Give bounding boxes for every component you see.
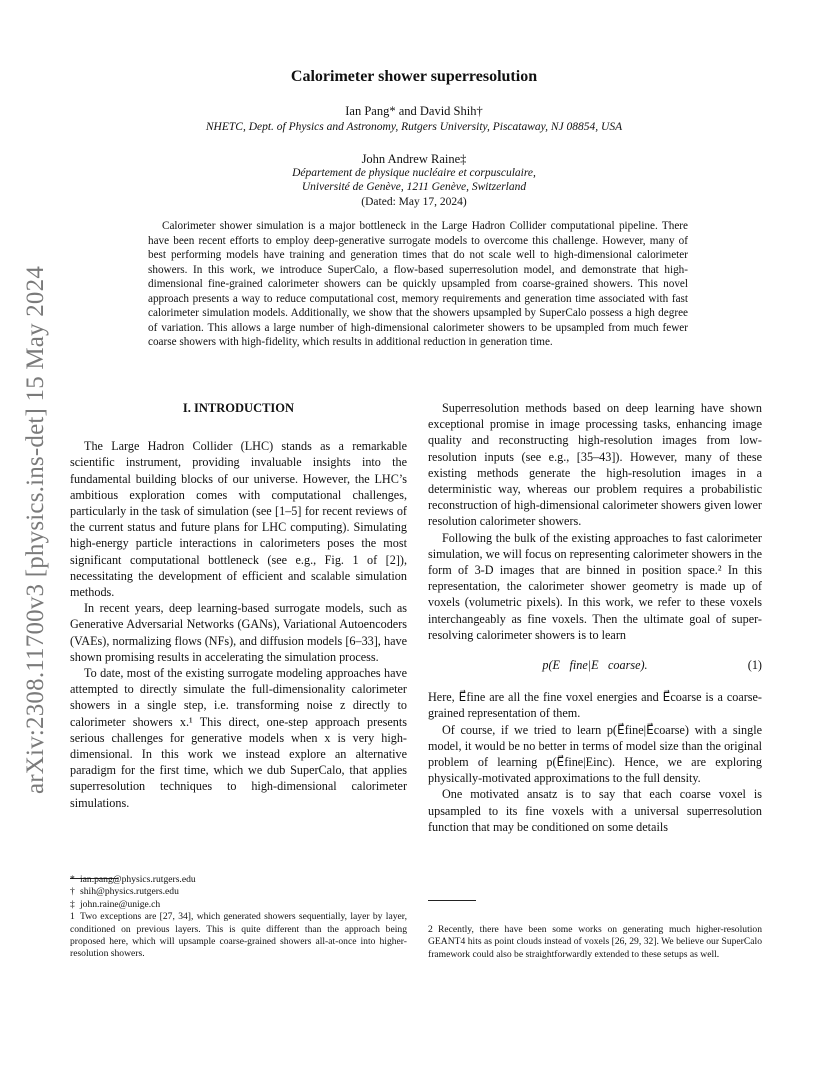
footnote-email-2: shih@physics.rutgers.edu [80,886,179,898]
equation-1-number: (1) [747,658,762,673]
right-paragraph-5: One motivated ansatz is to say that each coarse voxel is upsampled to its fine voxels with a universal superresolution function that may be conditioned on some details [428,787,762,834]
intro-paragraph-2: In recent years, deep learning-based surrogate models, such as Generative Adversarial Networks (GANs), Variational Autoencoders (VAEs), normalizing flows (NFs), and diffusion models [6–33], have shown promising results in accelerating the simulation process. [70,601,407,664]
footnotes-left: * ian.pang@physics.rutgers.edu † shih@physics.rutgers.edu ‡ john.raine@unige.ch 1 Two exceptions are [27, 34], which generated showers sequentially, layer by layer, conditioned on previous layers. This is quite different than the approach being proposed here, which will upsample coarse-grained showers all-at-once into higher-resolution showers. [70,874,407,960]
section-heading: I. INTRODUCTION [182,401,295,415]
affiliation-2-line-2: Université de Genève, 1211 Genève, Switzerland [301,181,527,193]
affiliation-2-line-1: Département de physique nucléaire et corpusculaire, [292,167,536,179]
paper-title: Calorimeter shower superresolution [290,68,538,85]
abstract: Calorimeter shower simulation is a major bottleneck in the Large Hadron Collider computational pipeline. There have been recent efforts to employ deep-generative surrogate models to overcome this challenge. However, many of best performing models have training and generation times that do not scale well to high-dimensional calorimeter showers. In this work, we introduce SuperCalo, a flow-based superresolution model, and demonstrate that high-dimensional fine-grained calorimeter showers can be quickly upsampled from coarse-grained showers. This novel approach presents a way to reduce computational cost, memory requirements and generation time associated with fast calorimeter simulation models. Additionally, we show that the showers upsampled by SuperCalo possess a high degree of variation. This allows a large number of high-dimensional calorimeter showers to be upsampled from much fewer coarse showers with high-fidelity, which results in additional reduction in generation time. [148,220,688,348]
equation-1-body: p(E⃗fine|E⃗coarse). [542,658,648,673]
footnote-right: 2 Recently, there have been some works on generating much higher-resolution GEANT4 hits as point clouds instead of voxels [26, 29, 32]. We believe our SuperCalo framework could also be straightforwardly extended to these setups as well. [428,924,762,960]
right-paragraph-3: Here, E⃗fine are all the fine voxel energies and E⃗coarse is a coarse-grained representation of them. [428,690,762,721]
footnote-email-3: john.raine@unige.ch [80,898,161,910]
author-line-2: John Andrew Raine‡ [361,152,467,166]
affiliation-1: NHETC, Dept. of Physics and Astronomy, Rutgers University, Piscataway, NJ 08854, USA [205,121,623,133]
footnote-2: Recently, there have been some works on generating much higher-resolution GEANT4 hits as point clouds instead of voxels [26, 29, 32]. We believe our SuperCalo framework could also be straightforwardly extended to these setups as well. [428,924,762,960]
footnote-rule-right [428,900,476,901]
right-paragraph-1: Superresolution methods based on deep learning have shown exceptional promise in image processing tasks, enhancing image quality and reconstructing high-resolution images from low-resolution inputs (see e.g., [35–43]). However, many of these existing methods generate the high-resolution images in a deterministic way, whereas our problem requires a probabilistic reconstruction of high-dimensional calorimeter showers given lower resolution calorimeter showers. [428,401,762,529]
paper-date: (Dated: May 17, 2024) [361,196,467,208]
intro-paragraph-3: To date, most of the existing surrogate modeling approaches have attempted to directly simulate the full-dimensionality calorimeter showers in a single step, i.e. transforming noise z directly to calorimeter showers x.¹ This direct, one-step approach presents serious challenges for generative models when x is very high-dimensional. In this work we instead explore an alternative paradigm for the first time, which we dub SuperCalo, that applies superresolution techniques to high-dimensional calorimeter simulations. [70,666,407,810]
footnote-email-1: ian.pang@physics.rutgers.edu [80,874,196,885]
right-column [428,400,762,835]
equation-1 [428,657,762,673]
author-line-1: Ian Pang* and David Shih† [345,104,483,118]
left-column [70,400,407,811]
footnote-1: Two exceptions are [27, 34], which generated showers sequentially, layer by layer, conditioned on previous layers. This is quite different than the approach being proposed here, which will upsample coarse-grained showers all-at-once into higher-resolution showers. [70,911,407,960]
right-paragraph-2: Following the bulk of the existing approaches to fast calorimeter simulation, we will focus on representing calorimeter showers in the form of 3-D images that are binned in position space.² In this representation, the calorimeter shower geometry is made up of voxels (volumetric pixels). In this work, we refer to these voxels interchangeably as fine voxels. Then the ultimate goal of super-resolving calorimeter showers is to learn [428,530,762,642]
intro-paragraph-1: The Large Hadron Collider (LHC) stands as a remarkable scientific instrument, providing invaluable insights into the fundamental building blocks of our universe. However, the LHC’s ambitious exploration comes with computational challenges, particularly in the task of simulation (see [1–5] for recent reviews of the current status and future plans for LHC computing). Simulating high-energy particle interactions in calorimeters poses the most significant computational bottleneck (see e.g., Fig. 1 of [2]), necessitating the development of efficient and scalable simulation methods. [70,439,407,600]
arxiv-identifier: arXiv:2308.11700v3 [physics.ins-det] 15 May 2024 [22,265,49,795]
right-paragraph-4: Of course, if we tried to learn p(E⃗fine|E⃗coarse) with a single model, it would be no better in terms of model size than the original problem of learning p(E⃗fine|Einc). Hence, we are exploring physically-motivated approximations to the full density. [428,722,762,786]
